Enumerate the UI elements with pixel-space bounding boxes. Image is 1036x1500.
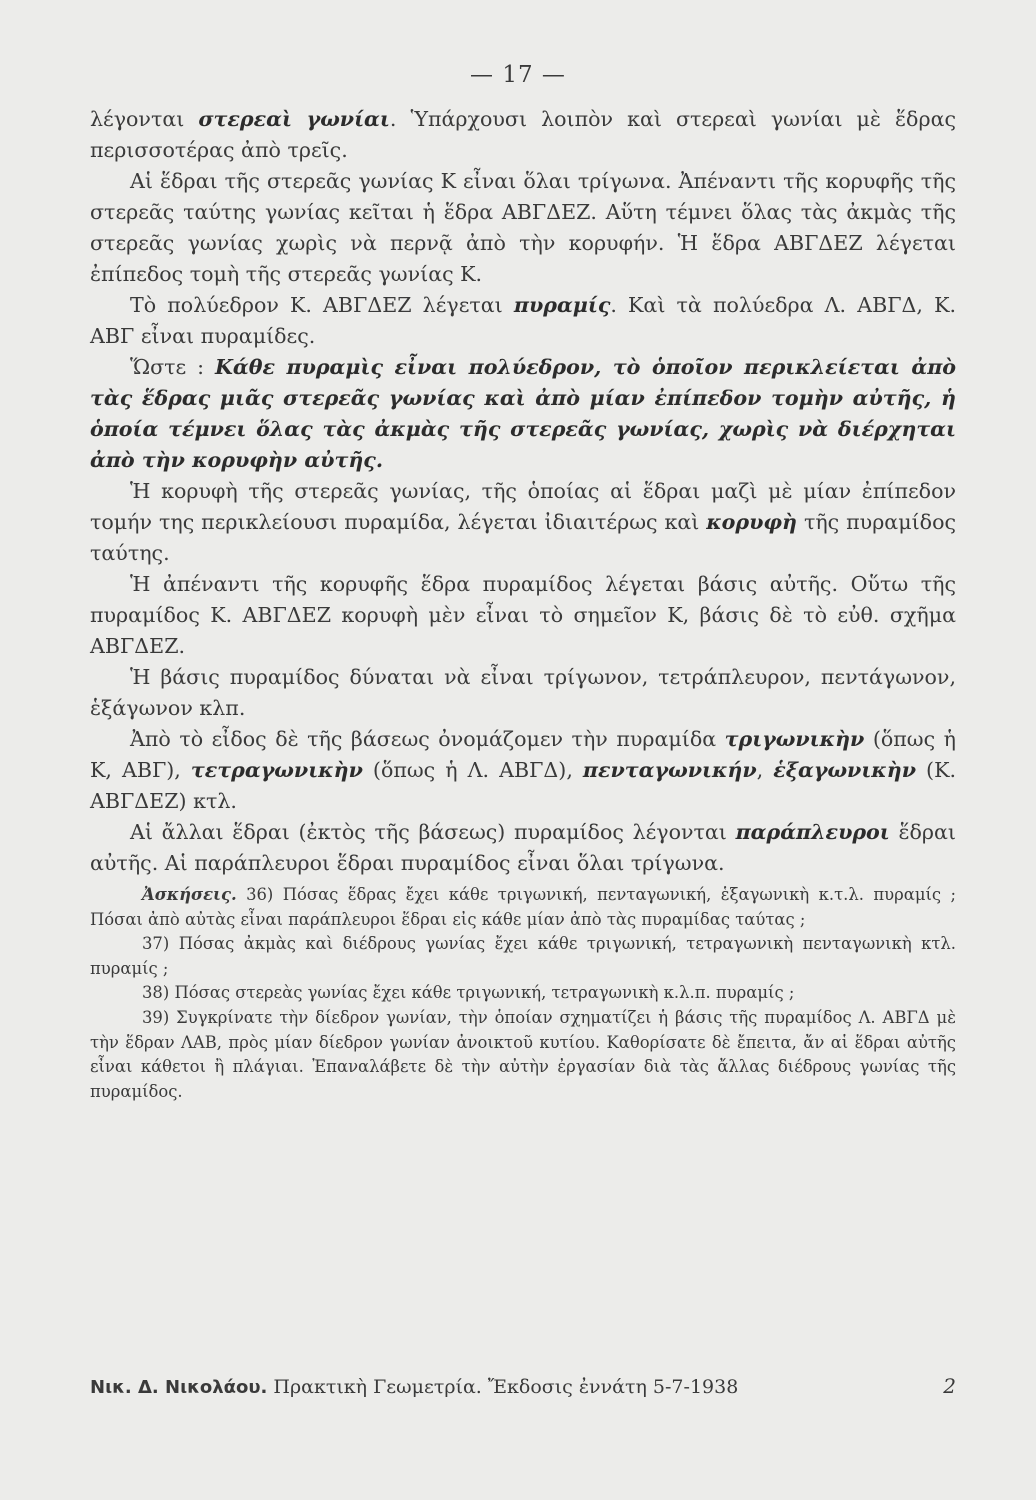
text-run: (ὅπως ἡ Κ, ΑΒΓ), xyxy=(90,727,956,782)
exercise-36 xyxy=(90,883,956,932)
text-run: (ὅπως ἡ Λ. ΑΒΓΔ), xyxy=(362,758,583,782)
paragraph-8 xyxy=(90,724,956,817)
page-number: — 17 — xyxy=(470,62,566,88)
definition-paragraph xyxy=(90,352,956,476)
footer-citation xyxy=(90,1376,738,1398)
text-run: λέγονται xyxy=(90,107,199,131)
exercise-39: 39) Συγκρίνατε τὴν δίεδρον γωνίαν, τὴν ὁποίαν σχηματίζει ἡ βάσις τῆς πυραμίδος Λ. ΑΒΓΔ μὲ τὴν ἕδραν ΛΑΒ, πρὸς μίαν δίεδρον γωνίαν ἀνοικτοῦ κυτίου. Καθορίσατε δὲ ἔπειτα, ἄν αἱ ἕδραι αὐτῆς εἶναι κάθετοι ἢ πλάγιαι. Ἐπαναλάβετε δὲ τὴν αὐτὴν ἐργασίαν διὰ τὰς ἄλλας διέδρους γωνίας τῆς πυραμίδος. xyxy=(90,1007,956,1101)
paragraph-1 xyxy=(90,104,956,166)
text-run: , xyxy=(756,758,774,782)
text-run: Ἀπὸ τὸ εἶδος δὲ τῆς βάσεως ὀνομάζομεν τὴν πυραμίδα xyxy=(130,727,725,751)
term-apex: κορυφὴ xyxy=(706,510,798,534)
term-pyramid: πυραμίς xyxy=(513,293,611,317)
text-run: τῆς πυραμίδος ταύτης. xyxy=(90,510,956,565)
pyramid-definition: Κάθε πυραμὶς εἶναι πολύεδρον, τὸ ὁποῖον περικλείεται ἀπὸ τὰς ἕδρας μιᾶς στερεᾶς γωνίας καὶ ἀπὸ μίαν ἐπίπεδον τομὴν αὐτῆς, ἡ ὁποία τέμνει ὅλας τὰς ἀκμὰς τῆς στερεᾶς γωνίας, χωρὶς νὰ διέρχηται ἀπὸ τὴν κορυφὴν αὐτῆς. xyxy=(90,355,956,472)
exercise-37: 37) Πόσας ἀκμὰς καὶ διέδρους γωνίας ἔχει κάθε τριγωνική, τετραγωνικὴ πενταγωνικὴ κτλ. πυραμίς ; xyxy=(90,934,956,978)
paragraph-5 xyxy=(90,476,956,569)
page-footer xyxy=(90,1374,956,1398)
sheet-number: 2 xyxy=(943,1374,956,1398)
term-triangular: τριγωνικὴν xyxy=(724,727,865,751)
paragraph-3 xyxy=(90,290,956,352)
text-run: Αἱ ἄλλαι ἕδραι (ἐκτὸς τῆς βάσεως) πυραμίδος λέγονται xyxy=(130,820,736,844)
term-lateral: παράπλευροι xyxy=(735,820,890,844)
term-quadrangular: τετραγωνικὴν xyxy=(190,758,363,782)
text-run: ἕδραι αὐτῆς. Αἱ παράπλευροι ἕδραι πυραμίδος εἶναι ὅλαι τρίγωνα. xyxy=(90,820,956,875)
paragraph-6: Ἡ ἀπέναντι τῆς κορυφῆς ἕδρα πυραμίδος λέγεται βάσις αὐτῆς. Οὕτω τῆς πυραμίδος Κ. ΑΒΓΔΕΖ κορυφὴ μὲν εἶναι τὸ σημεῖον Κ, βάσις δὲ τὸ εὐθ. σχῆμα ΑΒΓΔΕΖ. xyxy=(90,572,956,658)
text-run: . Ὑπάρχουσι λοιπὸν καὶ στερεαὶ γωνίαι μὲ ἕδρας περισσοτέρας ἀπὸ τρεῖς. xyxy=(90,107,957,162)
exercises xyxy=(90,883,956,1104)
text-run: . Καὶ τὰ πολύεδρα Λ. ΑΒΓΔ, Κ. ΑΒΓ εἶναι πυραμίδες. xyxy=(90,293,956,348)
term-pentagonal: πενταγωνικήν xyxy=(582,758,757,782)
paragraph-2: Αἱ ἕδραι τῆς στερεᾶς γωνίας Κ εἶναι ὅλαι τρίγωνα. Ἀπέναντι τῆς κορυφῆς τῆς στερεᾶς ταύτης γωνίας κεῖται ἡ ἕδρα ΑΒΓΔΕΖ. Αὕτη τέμνει ὅλας τὰς ἀκμὰς τῆς στερεᾶς γωνίας χωρὶς νὰ περνᾷ ἀπὸ τὴν κορυφήν. Ἡ ἕδρα ΑΒΓΔΕΖ λέγεται ἐπίπεδος τομὴ τῆς στερεᾶς γωνίας Κ. xyxy=(90,169,956,286)
footer-book: Πρακτικὴ Γεωμετρία. Ἔκδοσις ἐννάτη 5-7-1938 xyxy=(267,1376,739,1398)
term-solid-angles: στερεαὶ γωνίαι xyxy=(198,107,390,131)
footer-author: Νικ. Δ. Νικολάου. xyxy=(90,1377,268,1398)
exercise-text: 36) Πόσας ἕδρας ἔχει κάθε τριγωνική, πενταγωνική, ἑξαγωνικὴ κ.τ.λ. πυραμίς ; Πόσαι ἀπὸ αὐτὰς εἶναι παράπλευροι ἕδραι εἰς κάθε μίαν ἀπὸ τὰς πυραμίδας ταύτας ; xyxy=(90,885,956,929)
text-run: Ἡ κορυφὴ τῆς στερεᾶς γωνίας, τῆς ὁποίας αἱ ἕδραι μαζὶ μὲ μίαν ἐπίπεδον τομήν της περικλείουσι πυραμίδα, λέγεται ἰδιαιτέρως καὶ xyxy=(90,479,956,534)
text-run: Ὥστε : xyxy=(130,355,215,379)
paragraph-7: Ἡ βάσις πυραμίδος δύναται νὰ εἶναι τρίγωνον, τετράπλευρον, πεντάγωνον, ἑξάγωνον κλπ. xyxy=(90,665,956,720)
term-hexagonal: ἑξαγωνικὴν xyxy=(773,758,916,782)
main-text xyxy=(90,104,956,1104)
exercises-label: Ἀσκήσεις. xyxy=(142,885,237,904)
paragraph-9 xyxy=(90,817,956,879)
text-run: Τὸ πολύεδρον Κ. ΑΒΓΔΕΖ λέγεται xyxy=(130,293,514,317)
exercise-38: 38) Πόσας στερεὰς γωνίας ἔχει κάθε τριγωνική, τετραγωνικὴ κ.λ.π. πυραμίς ; xyxy=(142,983,795,1003)
text-run: (Κ. ΑΒΓΔΕΖ) κτλ. xyxy=(90,758,957,813)
